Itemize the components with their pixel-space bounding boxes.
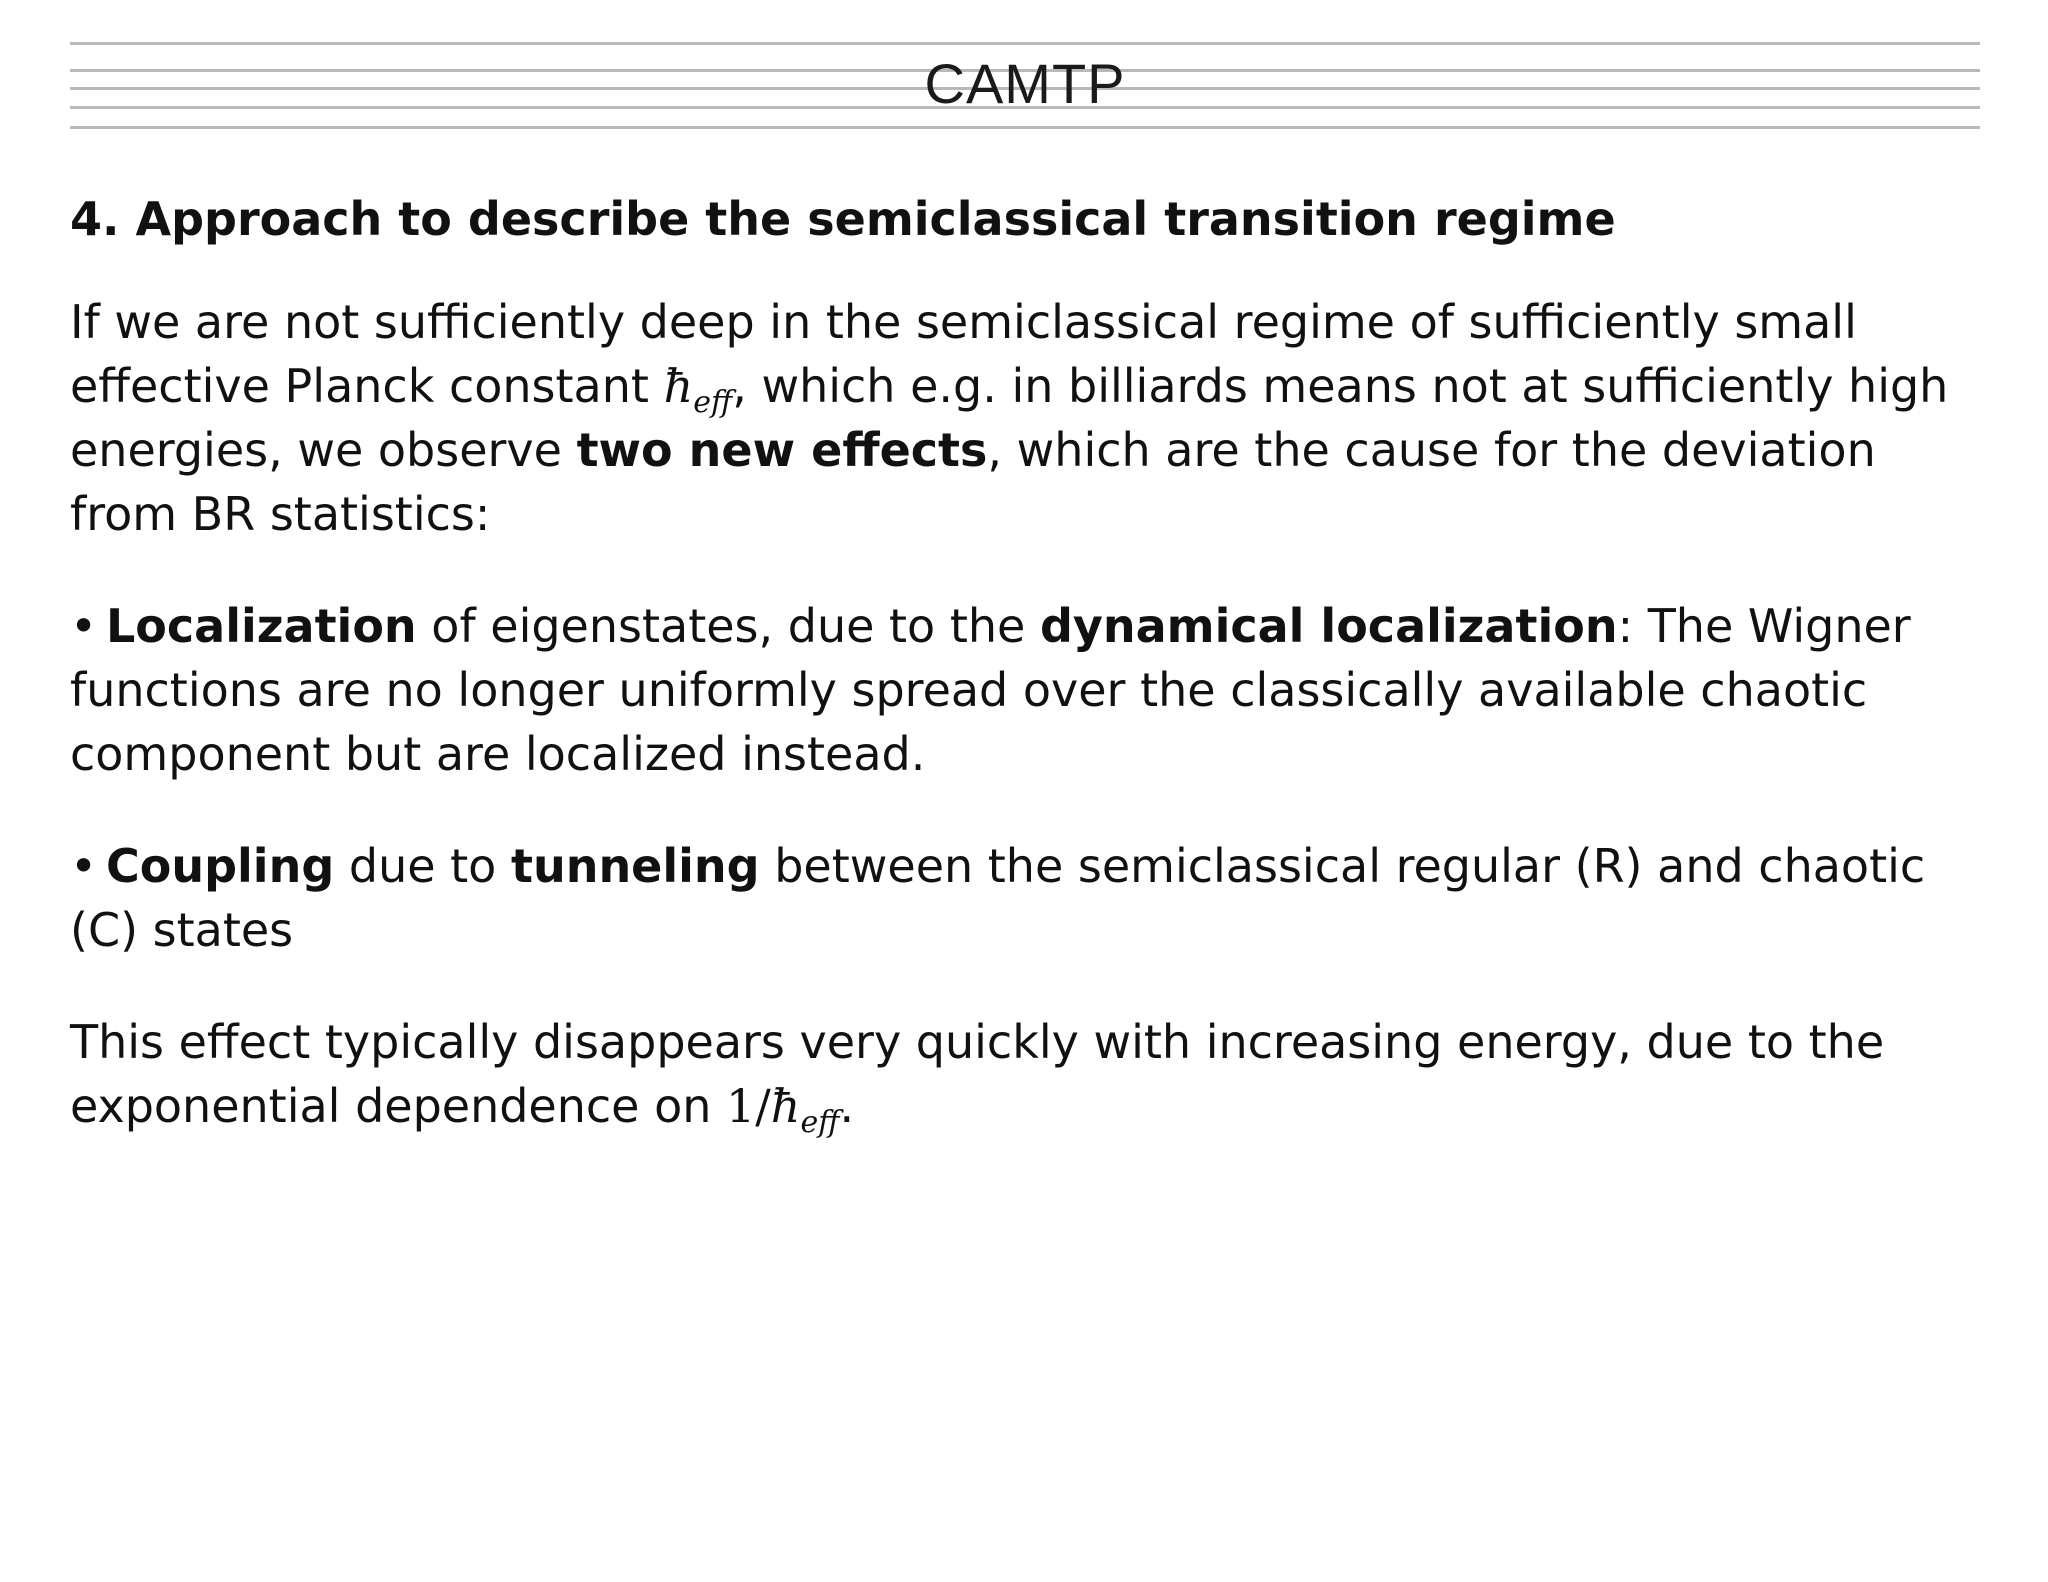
- bullet-coupling-text-2: between the semiclassical regular (R) and chaotic (C) states: [70, 839, 1926, 957]
- bullet-localization: [70, 594, 1990, 786]
- header-rule-5: [70, 126, 1980, 129]
- bullet-localization-text-2: : The Wigner functions are no longer uniformly spread over the classically available chaotic component but are localized instead.: [70, 599, 1911, 781]
- bullet-coupling-term: Coupling: [106, 839, 335, 893]
- intro-text-2: , which e.g. in billiards means not at sufficiently high energies, we observe: [70, 359, 1949, 477]
- slide-content: [70, 190, 1990, 1186]
- intro-text-3: , which are the cause for the deviation from BR statistics:: [70, 423, 1876, 541]
- closing-text-1: This effect typically disappears very quickly with increasing energy, due to the exponential dependence on: [70, 1015, 1885, 1133]
- bullet-dot: •: [70, 839, 98, 893]
- bullet-coupling-text-1: due to: [334, 839, 511, 893]
- bullet-localization-term: Localization: [106, 599, 417, 653]
- brand-logo-text: CAMTP: [924, 52, 1126, 115]
- hbar-eff-symbol: [663, 359, 733, 420]
- header-rule-1: [70, 42, 1980, 45]
- bullet-localization-text-1: of eigenstates, due to the: [416, 599, 1040, 653]
- bullet-dynamical-localization-term: dynamical localization: [1039, 599, 1618, 653]
- slide-header: [70, 38, 1980, 134]
- one-over: 1/: [726, 1079, 771, 1133]
- eff-subscript: eff: [800, 1105, 840, 1140]
- section-heading: 4. Approach to describe the semiclassical transition regime: [70, 192, 1616, 246]
- closing-paragraph: [70, 1010, 1990, 1138]
- hbar-glyph: ħ: [663, 359, 694, 413]
- closing-text-2: .: [839, 1079, 855, 1133]
- intro-text-1: If we are not sufficiently deep in the semiclassical regime of sufficiently small effective Planck constant: [70, 295, 1857, 413]
- inverse-hbar-eff-symbol: [726, 1079, 840, 1140]
- intro-bold-effects: two new effects: [576, 423, 988, 477]
- hbar-glyph: ħ: [770, 1079, 801, 1133]
- intro-paragraph: [70, 290, 1990, 546]
- bullet-tunneling-term: tunneling: [510, 839, 760, 893]
- bullet-coupling: [70, 834, 1990, 962]
- eff-subscript: eff: [693, 385, 733, 420]
- bullet-dot: •: [70, 599, 98, 653]
